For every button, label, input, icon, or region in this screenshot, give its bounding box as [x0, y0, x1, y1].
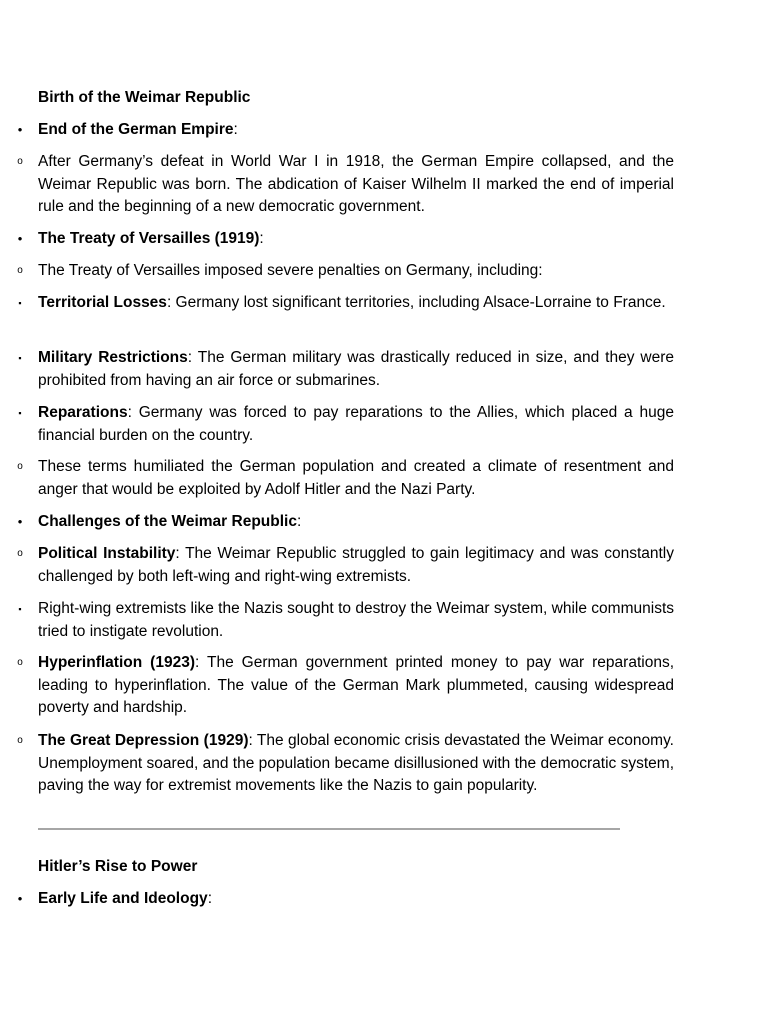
bullet-square: ▪: [18, 604, 22, 614]
list-item-treaty-intro: The Treaty of Versailles imposed severe penalties on Germany, including:: [38, 262, 543, 279]
bullet-disc: •: [17, 231, 23, 246]
bullet-circle: o: [17, 657, 23, 668]
bullet-disc: •: [17, 122, 23, 137]
bullet-square: ▪: [18, 298, 22, 308]
bullet-circle: o: [17, 265, 23, 276]
bullet-circle: o: [17, 735, 23, 746]
list-item-early-life: Early Life and Ideology:: [38, 890, 212, 907]
list-item-military: Military Restrictions: The German military was drastically reduced in size, and they were prohibited from having an air force or submarines.: [38, 349, 674, 389]
bullet-circle: o: [17, 461, 23, 472]
bullet-disc: •: [17, 514, 23, 529]
list-item-treaty: The Treaty of Versailles (1919):: [38, 230, 264, 247]
bullet-disc: •: [17, 891, 23, 906]
list-item-hyperinflation: Hyperinflation (1923): The German government printed money to pay war reparations, leading to hyperinflation. The value of the German Mark plummeted, causing widespread poverty and hardship.: [38, 654, 674, 716]
bullet-circle: o: [17, 548, 23, 559]
bullet-circle: o: [17, 156, 23, 167]
list-item-end-empire-text: After Germany’s defeat in World War I in 1918, the German Empire collapsed, and the Weimar Republic was born. The abdication of Kaiser Wilhelm II marked the end of imperial rule and the beginning of a new democratic government.: [38, 153, 674, 215]
list-item-reparations: Reparations: Germany was forced to pay reparations to the Allies, which placed a huge financial burden on the country.: [38, 404, 674, 444]
bullet-square: ▪: [18, 353, 22, 363]
horizontal-divider: [38, 828, 620, 830]
list-item-depression: The Great Depression (1929): The global economic crisis devastated the Weimar economy. Unemployment soared, and the population became disillusioned with the democratic system, paving the way for extremist movements like the Nazis to gain popularity.: [38, 732, 674, 794]
section-heading-weimar: Birth of the Weimar Republic: [38, 89, 251, 106]
bullet-square: ▪: [18, 408, 22, 418]
list-item-challenges: Challenges of the Weimar Republic:: [38, 513, 302, 530]
list-item-end-empire: End of the German Empire:: [38, 121, 238, 138]
list-item-rightwing: Right-wing extremists like the Nazis sought to destroy the Weimar system, while communists tried to instigate revolution.: [38, 600, 674, 640]
list-item-territorial: Territorial Losses: Germany lost significant territories, including Alsace-Lorraine to France.: [38, 294, 666, 311]
list-item-humiliation: These terms humiliated the German population and created a climate of resentment and anger that would be exploited by Adolf Hitler and the Nazi Party.: [38, 458, 674, 498]
section-heading-hitler: Hitler’s Rise to Power: [38, 858, 198, 875]
list-item-political: Political Instability: The Weimar Republic struggled to gain legitimacy and was constantly challenged by both left-wing and right-wing extremists.: [38, 545, 674, 585]
